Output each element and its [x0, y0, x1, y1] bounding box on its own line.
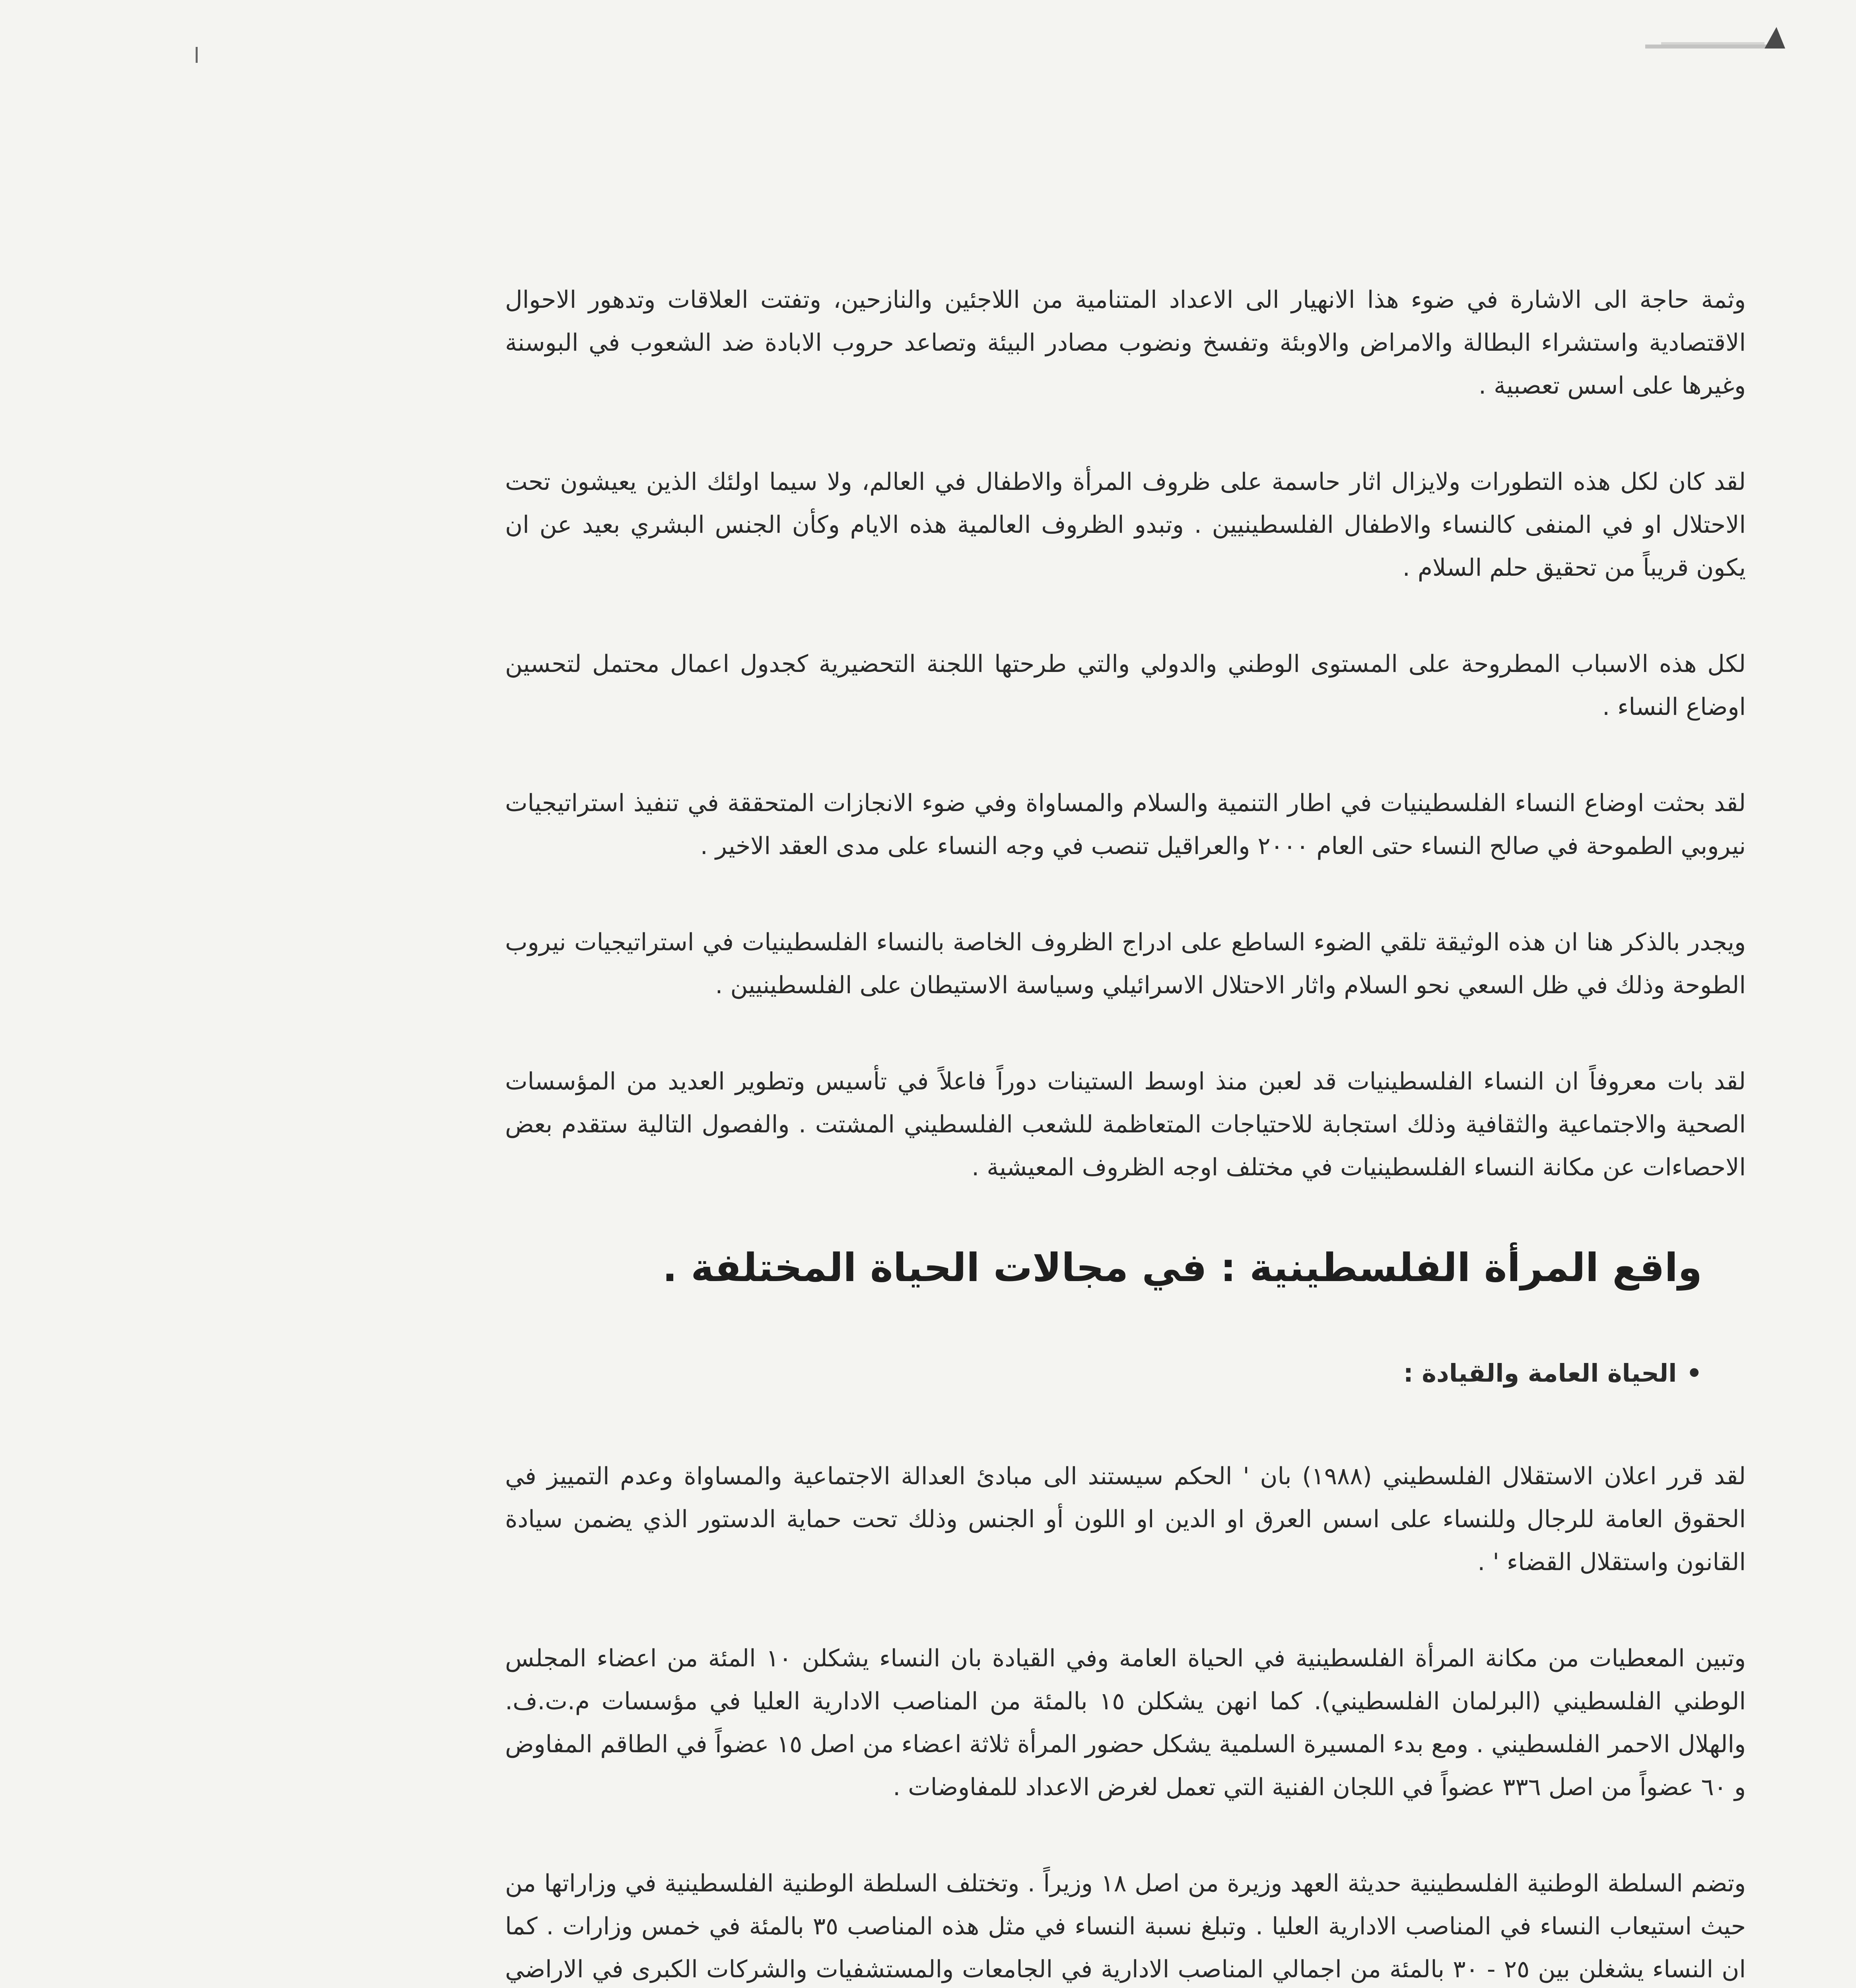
section-title: واقع المرأة الفلسطينية : في مجالات الحياة المختلفة . [662, 1245, 1702, 1291]
sub-heading-text: الحياة العامة والقيادة : [1403, 1359, 1677, 1388]
bullet-icon: • [1686, 1359, 1702, 1388]
paragraph-refugees: وثمة حاجة الى الاشارة في ضوء هذا الانهيار الى الاعداد المتنامية من اللاجئين والنازحين، وتفتت العلاقات وتدهور الاحوال الاقتصادية واستشراء البطالة والامراض والاوبئة وتفسخ ونضوب مصادر البيئة وتصاعد حروب الابادة ضد الشعوب في البوسنة وغيرها على اسس تعصبية . [505, 286, 1746, 400]
document-page [505, 278, 1746, 1988]
scan-edge-mark [196, 47, 198, 63]
paragraph-independence-declaration: لقد قرر اعلان الاستقلال الفلسطيني (١٩٨٨) بان ' الحكم سيستند الى مبادئ العدالة الاجتماعية والمساواة وعدم التمييز في الحقوق العامة للرجال وللنساء على اسس العرق او الدين او اللون أو الجنس وذلك تحت حماية الدستور الذي يضمن سيادة القانون واستقلال القضاء ' . [505, 1462, 1746, 1576]
sub-heading-public-life [505, 1353, 1702, 1393]
paragraph-leadership-statistics: وتبين المعطيات من مكانة المرأة الفلسطينية في الحياة العامة وفي القيادة بان النساء يشكلن ١٠ المئة من اعضاء المجلس الوطني الفلسطيني (البرلمان الفلسطيني). كما انهن يشكلن ١٥ بالمئة من المناصب الادارية العليا في مؤسسات م.ت.ف. والهلال الاحمر الفلسطيني . ومع بدء المسيرة السلمية يشكل حضور المرأة ثلاثة اعضاء من اصل ١٥ عضواً في الطاقم المفاوض و ٦٠ عضواً من اصل ٣٣٦ عضواً في اللجان الفنية التي تعمل لغرض الاعداد للمفاوضات . [505, 1644, 1746, 1801]
scan-smudge-mark [1645, 24, 1788, 56]
paragraph-document-focus: ويجدر بالذكر هنا ان هذه الوثيقة تلقي الضوء الساطع على ادراج الظروف الخاصة بالنساء الفلسطينيات في استراتيجيات نيروب الطوحة وذلك في ظل السعي نحو السلام واثار الاحتلال الاسرائيلي وسياسة الاستيطان على الفلسطينيين . [505, 928, 1746, 999]
paragraph-nairobi-strategies: لقد بحثت اوضاع النساء الفلسطينيات في اطار التنمية والسلام والمساواة وفي ضوء الانجازات المتحققة في تنفيذ استراتيجيات نيروبي الطموحة في صالح النساء حتى العام ٢٠٠٠ والعراقيل تنصب في وجه النساء على مدى العقد الاخير . [505, 789, 1746, 860]
paragraph-preparatory-committee: لكل هذه الاسباب المطروحة على المستوى الوطني والدولي والتي طرحتها اللجنة التحضيرية كجدول اعمال محتمل لتحسين اوضاع النساء . [505, 650, 1746, 721]
paragraph-national-authority: وتضم السلطة الوطنية الفلسطينية حديثة العهد وزيرة من اصل ١٨ وزيراً . وتختلف السلطة الوطنية الفلسطينية في وزاراتها من حيث استيعاب النساء في المناصب الادارية العليا . وتبلغ نسبة النساء في مثل هذه المناصب ٣٥ بالمئة في خمس وزارات . كما ان النساء يشغلن بين ٢٥ - ٣٠ بالمئة من اجمالي المناصب الادارية في الجامعات والمستشفيات والشركات الكبرى في الاراضي [505, 1870, 1746, 1983]
paragraph-women-children: لقد كان لكل هذه التطورات ولايزال اثار حاسمة على ظروف المرأة والاطفال في العالم، ولا سيما اولئك الذين يعيشون تحت الاحتلال او في المنفى كالنساء والاطفال الفلسطينيين . وتبدو الظروف العالمية هذه الايام وكأن الجنس البشري بعيد عن ان يكون قريباً من تحقيق حلم السلام . [505, 468, 1746, 582]
paragraph-institutions-role: لقد بات معروفاً ان النساء الفلسطينيات قد لعبن منذ اوسط الستينات دوراً فاعلاً في تأسيس وتطوير العديد من المؤسسات الصحية والاجتماعية والثقافية وذلك استجابة للاحتياجات المتعاظمة للشعب الفلسطيني المشتت . والفصول التالية ستقدم بعض الاحصاءات عن مكانة النساء الفلسطينيات في مختلف اوجه الظروف المعيشية . [505, 1068, 1746, 1181]
